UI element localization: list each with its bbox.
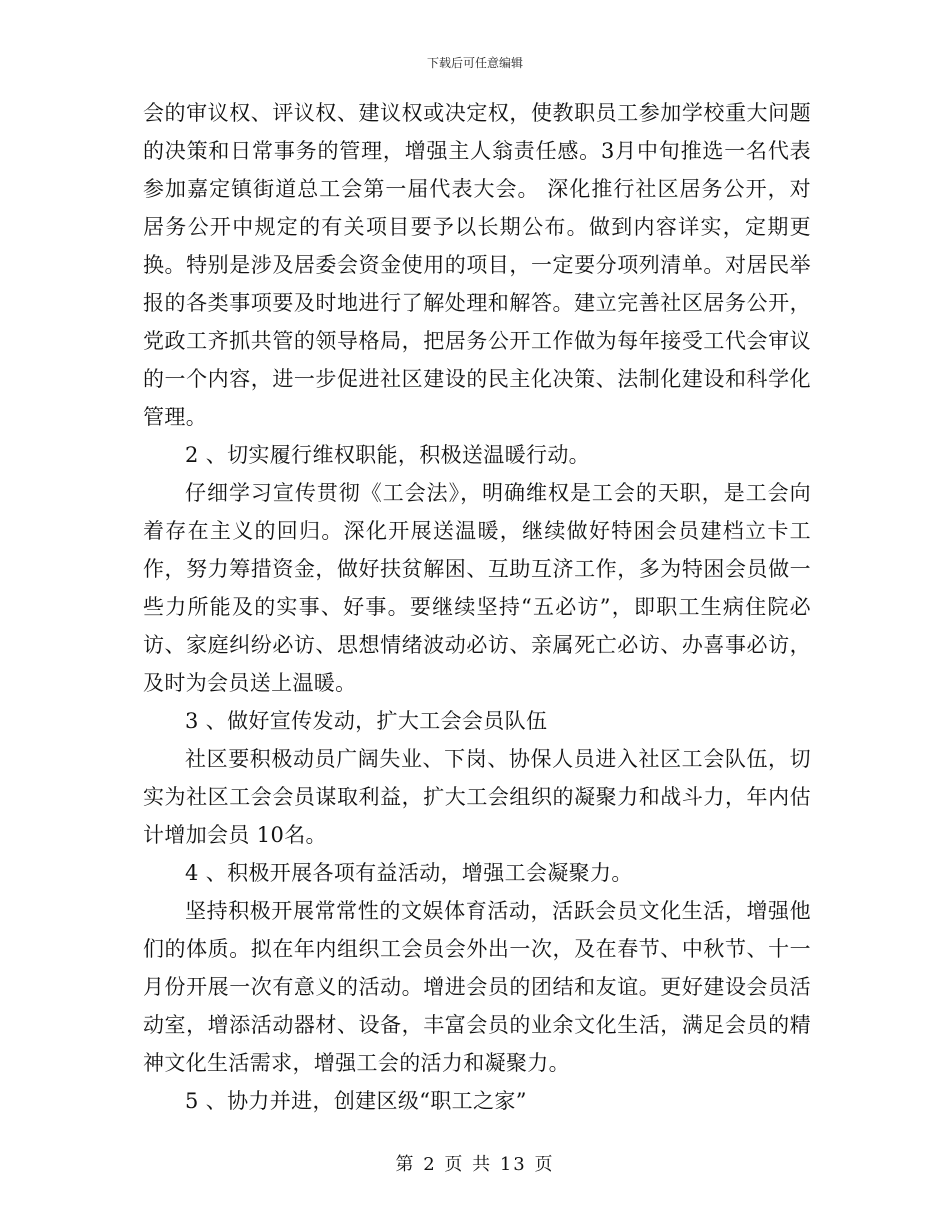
paragraph-section-3: 社区要积极动员广阔失业、下岗、协保人员进入社区工会队伍，切实为社区工会会员谋取利益，扩大工会组织的凝聚力和战斗力，年内估计增加会员 10名。 [143, 747, 811, 847]
section-heading-4: 4 、积极开展各项有益活动，增强工会凝聚力。 [185, 861, 633, 885]
page-header: 下载后可任意编辑 [426, 56, 523, 70]
paragraph-continuation: 会的审议权、评议权、建议权或决定权，使教职员工参加学校重大问题的决策和日常事务的管理，增强主人翁责任感。3月中旬推选一名代表参加嘉定镇街道总工会第一届代表大会。 深化推行社区居务公开，对居务公开中规定的有关项目要予以长期公布。做到内容详实，定期更换。特别是涉及居委会资金使用的项目，一定要分项列清单。对居民举报的各类事项要及时地进行了解处理和解答。建立完善社区居务公开，党政工齐抓共管的领导格局，把居务公开工作做为每年接受工代会审议的一个内容，进一步促进社区建设的民主化决策、法制化建设和科学化管理。 [143, 101, 811, 429]
page-number-footer: 第 2 页 共 13 页 [395, 1154, 555, 1175]
section-heading-2: 2 、切实履行维权职能，积极送温暖行动。 [185, 443, 591, 467]
section-heading-5: 5 、协力并进，创建区级“职工之家” [185, 1089, 527, 1113]
paragraph-section-4: 坚持积极开展常常性的文娱体育活动，活跃会员文化生活，增强他们的体质。拟在年内组织工会员会外出一次，及在春节、中秋节、十一月份开展一次有意义的活动。增进会员的团结和友谊。更好建设会员活动室，增添活动器材、设备，丰富会员的业余文化生活，满足会员的精神文化生活需求，增强工会的活力和凝聚力。 [143, 899, 811, 1075]
paragraph-section-2: 仔细学习宣传贯彻《工会法》，明确维权是工会的天职，是工会向着存在主义的回归。深化开展送温暖，继续做好特困会员建档立卡工作，努力筹措资金，做好扶贫解困、互助互济工作，多为特困会员做一些力所能及的实事、好事。要继续坚持“五必访”，即职工生病住院必访、家庭纠纷必访、思想情绪波动必访、亲属死亡必访、办喜事必访，及时为会员送上温暖。 [143, 481, 811, 695]
document-body [143, 94, 811, 1120]
section-heading-3: 3 、做好宣传发动，扩大工会会员队伍 [185, 709, 548, 733]
